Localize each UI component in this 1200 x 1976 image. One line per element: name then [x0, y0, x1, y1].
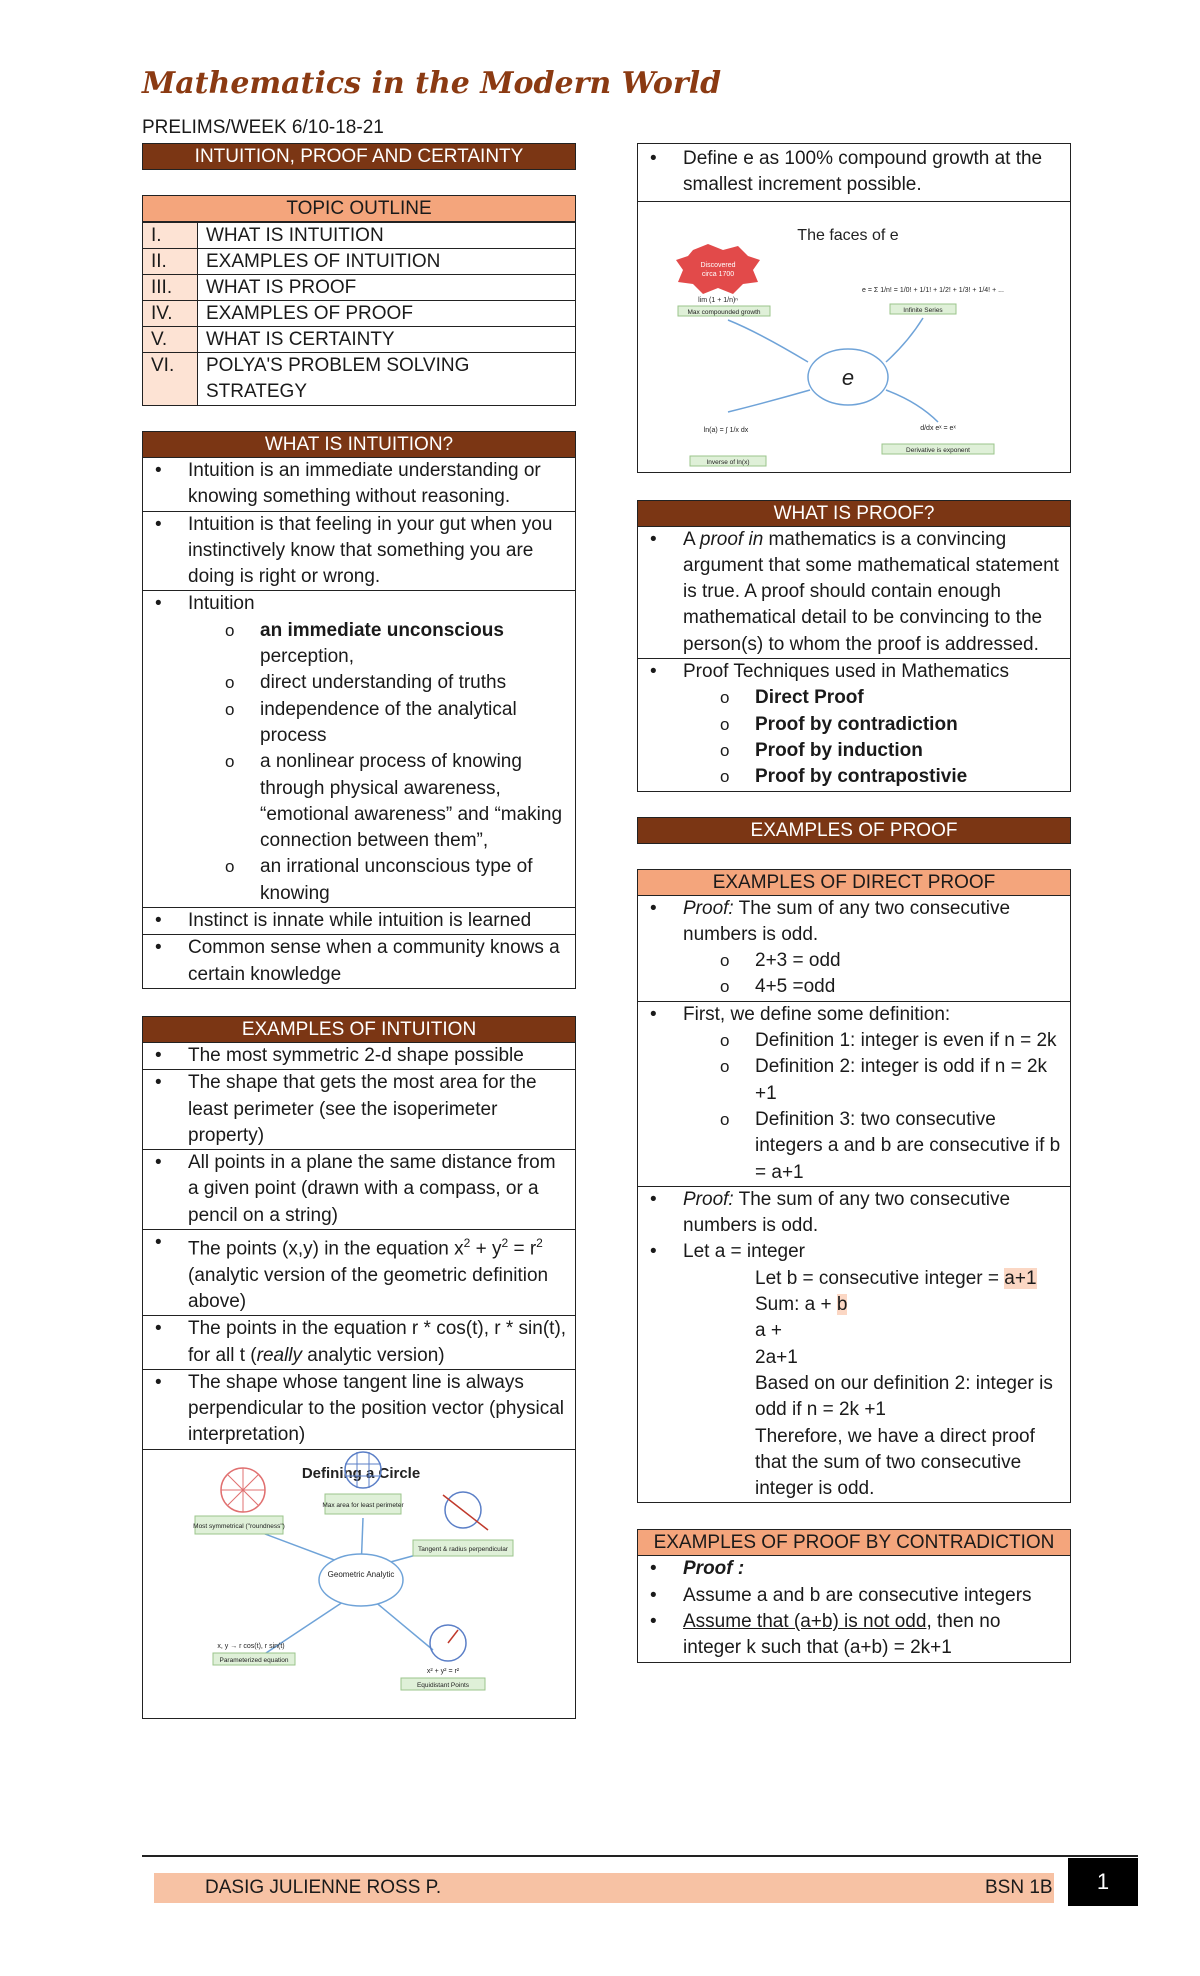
list-item: • Intuition is an immediate understanding or knowing something without reasoning.	[143, 458, 575, 511]
footer-class: BSN 1B	[985, 1877, 1053, 1898]
svg-text:Tangent & radius perpendicular: Tangent & radius perpendicular	[418, 1545, 508, 1553]
sub-item: o 2+3 = odd	[638, 948, 1070, 974]
direct-proof-header: EXAMPLES OF DIRECT PROOF	[637, 869, 1071, 896]
list-item: • Assume that (a+b) is not odd, then no integer k such that (a+b) = 2k+1	[638, 1609, 1070, 1662]
list-item: • Proof :	[638, 1556, 1070, 1582]
svg-text:Parameterized equation: Parameterized equation	[219, 1656, 289, 1664]
list-item: • The points in the equation r * cos(t), r * sin(t), for all t (really analytic version)	[143, 1316, 575, 1369]
main-header: INTUITION, PROOF AND CERTAINTY	[142, 143, 576, 170]
list-item: • A proof in mathematics is a convincing argument that some mathematical statement is true. A proof should contain enough mathematical detail to be convincing to the person(s) to whom the proof is addressed.	[638, 527, 1070, 658]
discovered-badge	[676, 244, 760, 294]
right-column	[637, 143, 1071, 1663]
sub-item: o Definition 1: integer is even if n = 2k	[638, 1028, 1070, 1054]
svg-text:Max area for least perimeter: Max area for least perimeter	[322, 1501, 404, 1509]
proof-header: WHAT IS PROOF?	[637, 500, 1071, 527]
sub-item: o Direct Proof	[638, 685, 1070, 711]
svg-text:x² + y² = r²: x² + y² = r²	[426, 1667, 460, 1675]
outline-header: TOPIC OUTLINE	[142, 195, 576, 222]
list-item: • Let a = integer	[638, 1239, 1070, 1265]
page-number: 1	[1068, 1858, 1138, 1906]
list-item: • Instinct is innate while intuition is learned	[143, 908, 575, 934]
sub-item: o Definition 3: two consecutive integers a and b are consecutive if b = a+1	[638, 1107, 1070, 1186]
svg-text:Derivative is exponent: Derivative is exponent	[906, 446, 970, 454]
sub-item: o Proof by contrapostivie	[638, 764, 1070, 790]
list-item: • Intuition is that feeling in your gut when you instinctively know that something you are doing is right or wrong.	[143, 512, 575, 591]
outline-item: I. WHAT IS INTUITION	[143, 223, 576, 249]
contradiction-header: EXAMPLES OF PROOF BY CONTRADICTION	[637, 1529, 1071, 1556]
sub-item: o direct understanding of truths	[143, 670, 575, 696]
list-item: • The points (x,y) in the equation $x^2 + y^2 = r^2$ (analytic version of the geometric definition above)	[143, 1230, 575, 1315]
svg-text:lim (1 + 1/n)ⁿ: lim (1 + 1/n)ⁿ	[698, 296, 738, 304]
svg-text:Most symmetrical ("roundness"): Most symmetrical ("roundness")	[193, 1522, 285, 1530]
svg-text:Equidistant Points: Equidistant Points	[416, 1681, 470, 1689]
list-item: • The most symmetric 2-d shape possible	[143, 1043, 575, 1069]
list-item: • All points in a plane the same distance from a given point (drawn with a compass, or a pencil on a string)	[143, 1150, 575, 1229]
center-node	[319, 1554, 403, 1606]
svg-text:circa 1700: circa 1700	[701, 270, 735, 278]
center-node-label: Geometric Analytic	[327, 1569, 395, 1579]
sub-item: o Proof by induction	[638, 738, 1070, 764]
list-item: • Proof Techniques used in Mathematics	[638, 659, 1070, 685]
sub-item: o Definition 2: integer is odd if n = 2k +1	[638, 1054, 1070, 1107]
examples-intuition-header: EXAMPLES OF INTUITION	[142, 1016, 576, 1043]
contradiction-section	[637, 1529, 1071, 1662]
examples-proof-header: EXAMPLES OF PROOF	[637, 817, 1071, 844]
proof-line: Sum: a + b	[755, 1294, 848, 1316]
list-item: • Intuition	[143, 591, 575, 617]
sub-item: o an immediate unconscious perception,	[143, 618, 575, 671]
e-definition-box	[637, 143, 1071, 473]
examples-intuition-section	[142, 1016, 576, 1719]
list-item: • Proof: The sum of any two consecutive numbers is odd.	[638, 896, 1070, 949]
svg-text:Inverse of ln(x): Inverse of ln(x)	[706, 458, 750, 466]
proof-line: Let b = consecutive integer = a+1	[755, 1267, 1037, 1289]
list-item: • The shape whose tangent line is always perpendicular to the position vector (physical interpretation)	[143, 1370, 575, 1449]
svg-text:e: e	[841, 364, 855, 390]
list-item: • Define e as 100% compound growth at the smallest increment possible.	[638, 146, 1070, 199]
svg-text:Discovered: Discovered	[700, 261, 736, 269]
sub-item: o an irrational unconscious type of knowing	[143, 854, 575, 907]
list-item: • Assume a and b are consecutive integers	[638, 1583, 1070, 1609]
svg-text:Max compounded growth: Max compounded growth	[687, 308, 761, 316]
figure-title: The faces of e	[797, 226, 899, 244]
list-item: • Proof: The sum of any two consecutive numbers is odd.	[638, 1187, 1070, 1240]
direct-proof-section	[637, 869, 1071, 1504]
outline-item: II. EXAMPLES OF INTUITION	[143, 249, 576, 275]
outline-item: IV. EXAMPLES OF PROOF	[143, 301, 576, 327]
intuition-section	[142, 431, 576, 989]
list-item: • Common sense when a community knows a certain knowledge	[143, 935, 575, 988]
outline-item: VI. POLYA'S PROBLEM SOLVING STRATEGY	[143, 353, 576, 406]
list-item: • The shape that gets the most area for the least perimeter (see the isoperimeter property)	[143, 1070, 575, 1149]
subtitle: PRELIMS/WEEK 6/10-18-21	[142, 117, 384, 138]
svg-text:x, y → r cos(t), r sin(t): x, y → r cos(t), r sin(t)	[217, 1642, 285, 1650]
topic-outline	[142, 195, 576, 406]
sub-item: o a nonlinear process of knowing through physical awareness, “emotional awareness” and “making connection between them”,	[143, 749, 575, 854]
circle-figure	[143, 1449, 575, 1718]
footer-divider	[142, 1855, 1138, 1857]
outline-item: III. WHAT IS PROOF	[143, 275, 576, 301]
proof-line: 2a+1	[755, 1346, 798, 1368]
sub-item: o Proof by contradiction	[638, 712, 1070, 738]
svg-text:Infinite Series: Infinite Series	[903, 306, 943, 314]
faces-of-e-figure	[638, 201, 1070, 472]
svg-text:e = Σ 1/n! = 1/0! + 1/1! + 1/2: e = Σ 1/n! = 1/0! + 1/1! + 1/2! + 1/3! + 1/4! + ...	[862, 286, 1004, 294]
footer-name: DASIG JULIENNE ROSS P.	[205, 1877, 442, 1898]
proof-section	[637, 500, 1071, 792]
figure-title: Defining a Circle	[301, 1464, 421, 1482]
svg-text:ln(a) = ∫ 1/x dx: ln(a) = ∫ 1/x dx	[703, 426, 749, 434]
intuition-header: WHAT IS INTUITION?	[142, 431, 576, 458]
proof-line: a +	[755, 1320, 782, 1342]
sub-item: o 4+5 =odd	[638, 974, 1070, 1000]
proof-line: Based on our definition 2: integer is odd if n = 2k +1	[755, 1372, 1053, 1421]
list-item: • First, we define some definition:	[638, 1002, 1070, 1028]
proof-line: Therefore, we have a direct proof that the sum of two consecutive integer is odd.	[755, 1425, 1035, 1500]
sub-item: o independence of the analytical process	[143, 697, 575, 750]
svg-text:d/dx eˣ = eˣ: d/dx eˣ = eˣ	[920, 424, 956, 432]
outline-item: V. WHAT IS CERTAINTY	[143, 327, 576, 353]
page-title: Mathematics in the Modern World	[142, 66, 722, 101]
left-column	[142, 143, 576, 1719]
